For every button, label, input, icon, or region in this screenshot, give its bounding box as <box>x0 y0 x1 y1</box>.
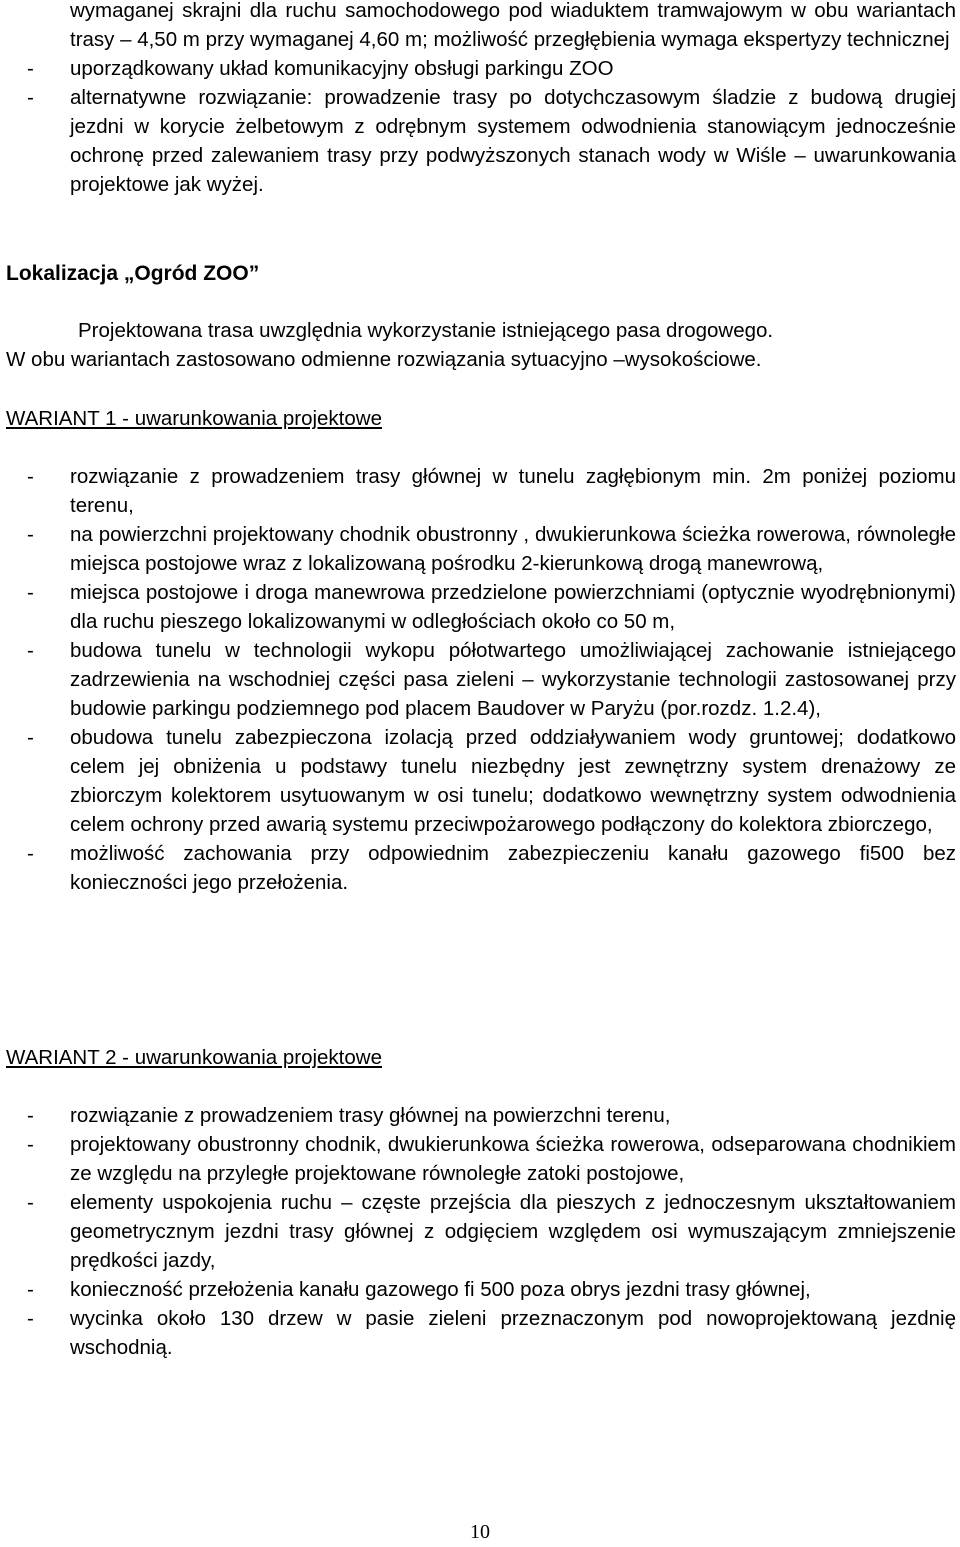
list-item: - projektowany obustronny chodnik, dwukierunkowa ścieżka rowerowa, odseparowana chodnikiem ze względu na przyległe projektowane równoległe zatoki postojowe, <box>6 1130 956 1188</box>
intro-block <box>6 0 956 199</box>
variant-1-heading: WARIANT 1 - uwarunkowania projektowe <box>6 407 382 430</box>
variant-1-list <box>6 462 956 897</box>
list-item: - na powierzchni projektowany chodnik obustronny , dwukierunkowa ścieżka rowerowa, równoległe miejsca postojowe wraz z lokalizowaną pośrodku 2-kierunkową drogą manewrową, <box>6 520 956 578</box>
section-heading: Lokalizacja „Ogród ZOO” <box>6 262 260 285</box>
paragraph: Projektowana trasa uwzględnia wykorzystanie istniejącego pasa drogowego. <box>78 319 774 342</box>
list-item: - obudowa tunelu zabezpieczona izolacją przed oddziaływaniem wody gruntowej; dodatkowo celem jej obniżenia u podstawy tunelu niezbędny jest zewnętrzny system drenażowy ze zbiorczym kolektorem usytuowanym w osi tunelu; dodatkowo wewnętrzny system odwodnienia celem ochrony przed awarią systemu przeciwpożarowego podłączony do kolektora zbiorczego, <box>6 723 956 839</box>
list-item: - rozwiązanie z prowadzeniem trasy głównej na powierzchni terenu, <box>6 1101 956 1130</box>
variant-2-heading: WARIANT 2 - uwarunkowania projektowe <box>6 1046 382 1069</box>
list-item: wymaganej skrajni dla ruchu samochodowego pod wiaduktem tramwajowym w obu wariantach trasy – 4,50 m przy wymaganej 4,60 m; możliwość przegłębienia wymaga ekspertyzy technicznej <box>70 0 956 51</box>
variant-2-list <box>6 1101 956 1362</box>
paragraph: W obu wariantach zastosowano odmienne rozwiązania sytuacyjno –wysokościowe. <box>6 348 762 371</box>
variant-1-block <box>6 462 956 897</box>
variant-2-block <box>6 1101 956 1362</box>
list-item: - elementy uspokojenia ruchu – częste przejścia dla pieszych z jednoczesnym ukształtowaniem geometrycznym jezdni trasy głównej z odgięciem względem osi wymuszającym zmniejszenie prędkości jazdy, <box>6 1188 956 1275</box>
list-item: - wycinka około 130 drzew w pasie zieleni przeznaczonym pod nowoprojektowaną jezdnię wschodnią. <box>6 1304 956 1362</box>
list-item: - możliwość zachowania przy odpowiednim zabezpieczeniu kanału gazowego fi500 bez konieczności jego przełożenia. <box>6 839 956 897</box>
intro-list <box>6 0 956 199</box>
list-item: - budowa tunelu w technologii wykopu półotwartego umożliwiającej zachowanie istniejącego zadrzewienia na wschodniej części pasa zieleni – wykorzystanie technologii zastosowanej przy budowie parkingu podziemnego pod placem Baudover w Paryżu (por.rozdz. 1.2.4), <box>6 636 956 723</box>
list-item: - alternatywne rozwiązanie: prowadzenie trasy po dotychczasowym śladzie z budową drugiej jezdni w korycie żelbetowym z odrębnym systemem odwodnienia stanowiącym jednocześnie ochronę przed zalewaniem trasy przy podwyższonych stanach wody w Wiśle – uwarunkowania projektowe jak wyżej. <box>6 83 956 199</box>
list-item: - rozwiązanie z prowadzeniem trasy głównej w tunelu zagłębionym min. 2m poniżej poziomu terenu, <box>6 462 956 520</box>
list-item: - konieczność przełożenia kanału gazowego fi 500 poza obrys jezdni trasy głównej, <box>6 1275 956 1304</box>
list-item: - miejsca postojowe i droga manewrowa przedzielone powierzchniami (optycznie wyodrębnionymi) dla ruchu pieszego lokalizowanymi w odległościach około co 50 m, <box>6 578 956 636</box>
page-number: 10 <box>470 1521 490 1543</box>
list-item: - uporządkowany układ komunikacyjny obsługi parkingu ZOO <box>6 54 956 83</box>
